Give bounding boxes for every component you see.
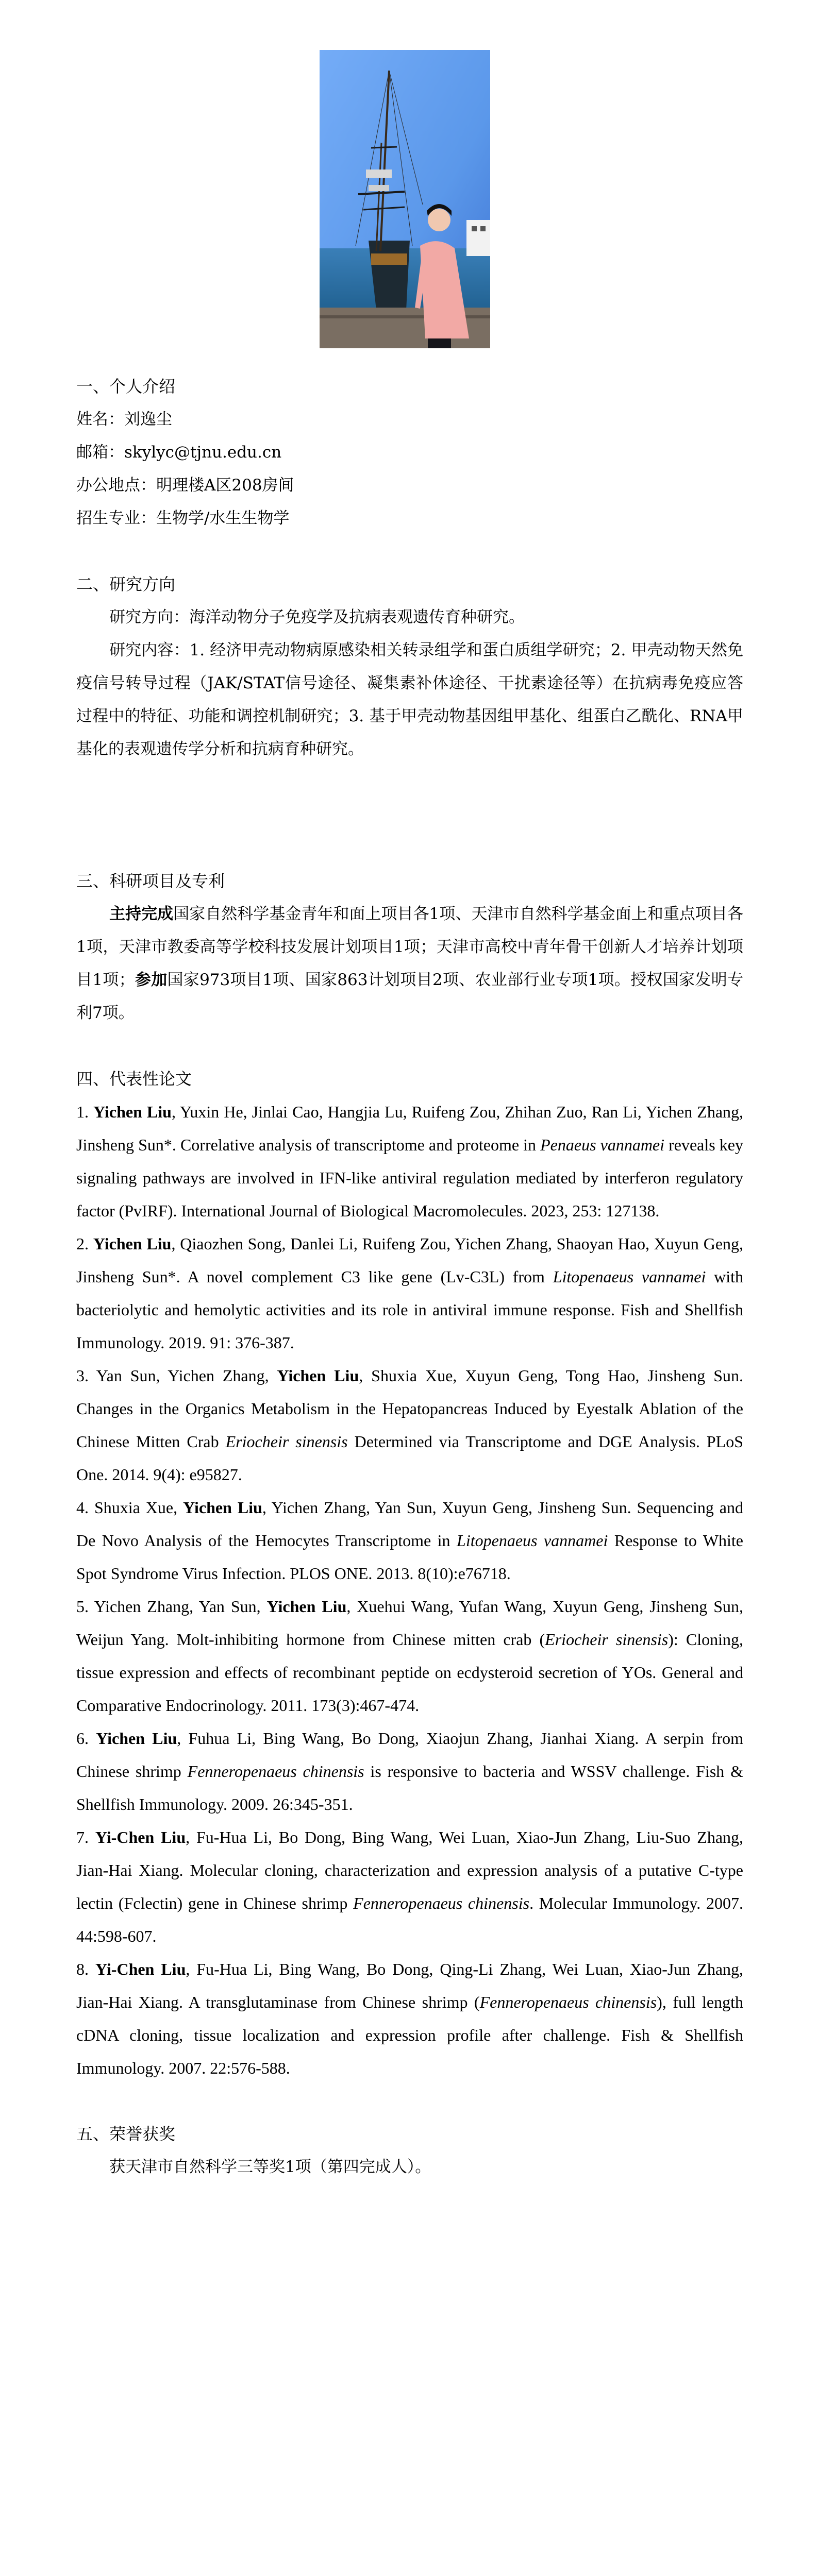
office-value: 明理楼A区208房间: [156, 476, 294, 495]
spacer: [76, 766, 743, 832]
paper-prefix: 6.: [76, 1729, 96, 1748]
section-heading-research: 二、研究方向: [76, 574, 176, 594]
section-heading-intro: 一、个人介绍: [76, 377, 176, 396]
paper-prefix: 7.: [76, 1828, 95, 1846]
paper-highlight-author: Yichen Liu: [96, 1729, 177, 1748]
paper-species: Eriocheir sinensis: [225, 1432, 348, 1451]
paper-prefix: 5. Yichen Zhang, Yan Sun,: [76, 1597, 267, 1616]
paper-highlight-author: Yichen Liu: [93, 1234, 172, 1253]
profile-document: [76, 370, 743, 2183]
paper-authors-rest: , Xuehui Wang, Yufan Wang, Xuyun Geng, Jinsheng Sun, Weijun Yang. Molt-inhibiting hormone from Chinese mitten crab (: [76, 1597, 744, 1649]
projects-lead-text: 国家自然科学基金青年和面上项目各1项、天津市自然科学基金面上和重点项目各1项，天津市教委高等学校科技发展计划项目1项；天津市高校中青年骨干创新人才培养计划项目1项；: [76, 905, 743, 989]
paper-item: [76, 1491, 743, 1590]
paper-species: Eriocheir sinensis: [545, 1630, 669, 1649]
paper-prefix: 2.: [76, 1234, 93, 1253]
major-row: [76, 502, 743, 535]
paper-item: [76, 1821, 743, 1953]
paper-species: Fenneropenaeus chinensis: [353, 1894, 530, 1912]
projects-lead-bold: 主持完成: [109, 905, 174, 923]
paper-item: [76, 1590, 743, 1722]
research-direction-text: 研究方向：海洋动物分子免疫学及抗病表观遗传育种研究。: [109, 608, 525, 626]
section-heading-papers: 四、代表性论文: [76, 1069, 192, 1089]
paper-highlight-author: Yi-Chen Liu: [95, 1960, 186, 1978]
section-research-direction: [76, 568, 743, 766]
awards-text: 获天津市自然科学三等奖1项（第四完成人）。: [109, 2158, 431, 2176]
office-row: [76, 469, 743, 502]
paper-highlight-author: Yichen Liu: [277, 1366, 359, 1385]
paper-item: [76, 1227, 743, 1359]
major-label: 招生专业：: [76, 509, 156, 528]
paper-authors-rest: , Fu-Hua Li, Bing Wang, Bo Dong, Qing-Li Zhang, Wei Luan, Xiao-Jun Zhang, Jian-Hai Xiang. A transglutaminase from Chinese shrimp (: [76, 1960, 744, 2011]
paper-citation: Response to White Spot Syndrome Virus Infection. PLOS ONE. 2013. 8(10):e76718.: [76, 1531, 744, 1583]
projects-join-text: 国家973项目1项、国家863计划项目2项、农业部行业专项1项。授权国家发明专利7项。: [76, 971, 743, 1022]
spacer: [76, 2084, 743, 2117]
paper-authors-rest: , Fu-Hua Li, Bo Dong, Bing Wang, Wei Luan, Xiao-Jun Zhang, Liu-Suo Zhang, Jian-Hai Xiang. Molecular cloning, characterization and expression analysis of a putative C-type lectin (Fclectin) gene in Chinese shrimp: [76, 1828, 744, 1912]
email-value[interactable]: skylyc@tjnu.edu.cn: [124, 443, 282, 462]
paper-highlight-author: Yichen Liu: [183, 1498, 262, 1517]
paper-item: [76, 1359, 743, 1491]
paper-authors-rest: , Shuxia Xue, Xuyun Geng, Tong Hao, Jinsheng Sun. Changes in the Organics Metabolism in the Hepatopancreas Induced by Eyestalk Ablation of the Chinese Mitten Crab: [76, 1366, 744, 1451]
paper-authors-rest: , Fuhua Li, Bing Wang, Bo Dong, Xiaojun Zhang, Jianhai Xiang. A serpin from Chinese shrimp: [76, 1729, 744, 1781]
name-label: 姓名：: [76, 410, 124, 429]
paper-citation: ): Cloning, tissue expression and effects of recombinant peptide on ecdysteroid secretion of YOs. General and Comparative Endocrinology. 2011. 173(3):467-474.: [76, 1630, 744, 1715]
paper-item: [76, 1722, 743, 1821]
office-label: 办公地点：: [76, 476, 156, 495]
section-heading-awards: 五、荣誉获奖: [76, 2124, 176, 2144]
paper-authors-rest: , Qiaozhen Song, Danlei Li, Ruifeng Zou, Yichen Zhang, Shaoyan Hao, Xuyun Geng, Jinsheng Sun*. A novel complement C3 like gene (Lv-C3L) from: [76, 1234, 744, 1286]
paper-highlight-author: Yichen Liu: [266, 1597, 347, 1616]
paper-authors-rest: , Yichen Zhang, Yan Sun, Xuyun Geng, Jinsheng Sun. Sequencing and De Novo Analysis of the Hemocytes Transcriptome in: [76, 1498, 744, 1550]
portrait-photo: [320, 50, 490, 348]
spacer: [76, 832, 743, 865]
paper-prefix: 4. Shuxia Xue,: [76, 1498, 183, 1517]
major-value: 生物学/水生生物学: [156, 509, 290, 528]
section-projects-patents: [76, 865, 743, 1029]
paper-citation: ), full length cDNA cloning, tissue localization and expression profile after challenge. Fish & Shellfish Immunology. 2007. 22:576-588.: [76, 1993, 744, 2077]
paper-species: Litopenaeus vannamei: [553, 1267, 706, 1286]
name-row: [76, 403, 743, 436]
paper-species: Litopenaeus vannamei: [457, 1531, 608, 1550]
paper-highlight-author: Yi-Chen Liu: [95, 1828, 186, 1846]
section-heading-projects: 三、科研项目及专利: [76, 871, 225, 891]
paper-species: Fenneropenaeus chinensis: [479, 1993, 657, 2011]
paper-highlight-author: Yichen Liu: [93, 1103, 172, 1121]
projects-join-bold: 参加: [135, 971, 168, 989]
paper-citation: Determined via Transcriptome and DGE Analysis. PLoS One. 2014. 9(4): e95827.: [76, 1432, 744, 1484]
paper-species: Fenneropenaeus chinensis: [187, 1762, 364, 1781]
section-personal-intro: [76, 370, 743, 535]
name-value: 刘逸尘: [124, 410, 172, 429]
paper-citation: . Molecular Immunology. 2007. 44:598-607.: [76, 1894, 744, 1945]
paper-citation: reveals key signaling pathways are involved in IFN-like antiviral regulation mediated by interferon regulatory factor (PvIRF). International Journal of Biological Macromolecules. 2023, 253: 127138.: [76, 1136, 744, 1220]
paper-species: Penaeus vannamei: [540, 1136, 665, 1154]
email-label: 邮箱：: [76, 443, 124, 462]
spacer: [76, 1029, 743, 1062]
paper-authors-rest: , Yuxin He, Jinlai Cao, Hangjia Lu, Ruifeng Zou, Zhihan Zuo, Ran Li, Yichen Zhang, Jinsheng Sun*. Correlative analysis of transcriptome and proteome in: [76, 1103, 744, 1154]
paper-item: [76, 1953, 743, 2084]
paper-citation: is responsive to bacteria and WSSV challenge. Fish & Shellfish Immunology. 2009. 26:345-351.: [76, 1762, 744, 1814]
photo-illustration: [320, 50, 490, 348]
paper-prefix: 8.: [76, 1960, 95, 1978]
paper-item: [76, 1095, 743, 1227]
paper-prefix: 3. Yan Sun, Yichen Zhang,: [76, 1366, 277, 1385]
research-content-text: 研究内容：1. 经济甲壳动物病原感染相关转录组学和蛋白质组学研究；2. 甲壳动物天然免疫信号转导过程（JAK/STAT信号途径、凝集素补体途径、干扰素途径等）在抗病毒免疫应答过程中的特征、功能和调控机制研究；3. 基于甲壳动物基因组甲基化、组蛋白乙酰化、RNA甲基化的表观遗传学分析和抗病育种研究。: [76, 641, 743, 758]
section-awards: [76, 2117, 743, 2183]
projects-text: [76, 897, 743, 1029]
paper-list: [76, 1095, 743, 2084]
section-representative-papers: [76, 1062, 743, 2084]
spacer: [76, 535, 743, 568]
paper-citation: with bacteriolytic and hemolytic activities and its role in antiviral immune response. Fish and Shellfish Immunology. 2019. 91: 376-387.: [76, 1267, 744, 1352]
email-row: [76, 436, 743, 469]
paper-prefix: 1.: [76, 1103, 94, 1121]
